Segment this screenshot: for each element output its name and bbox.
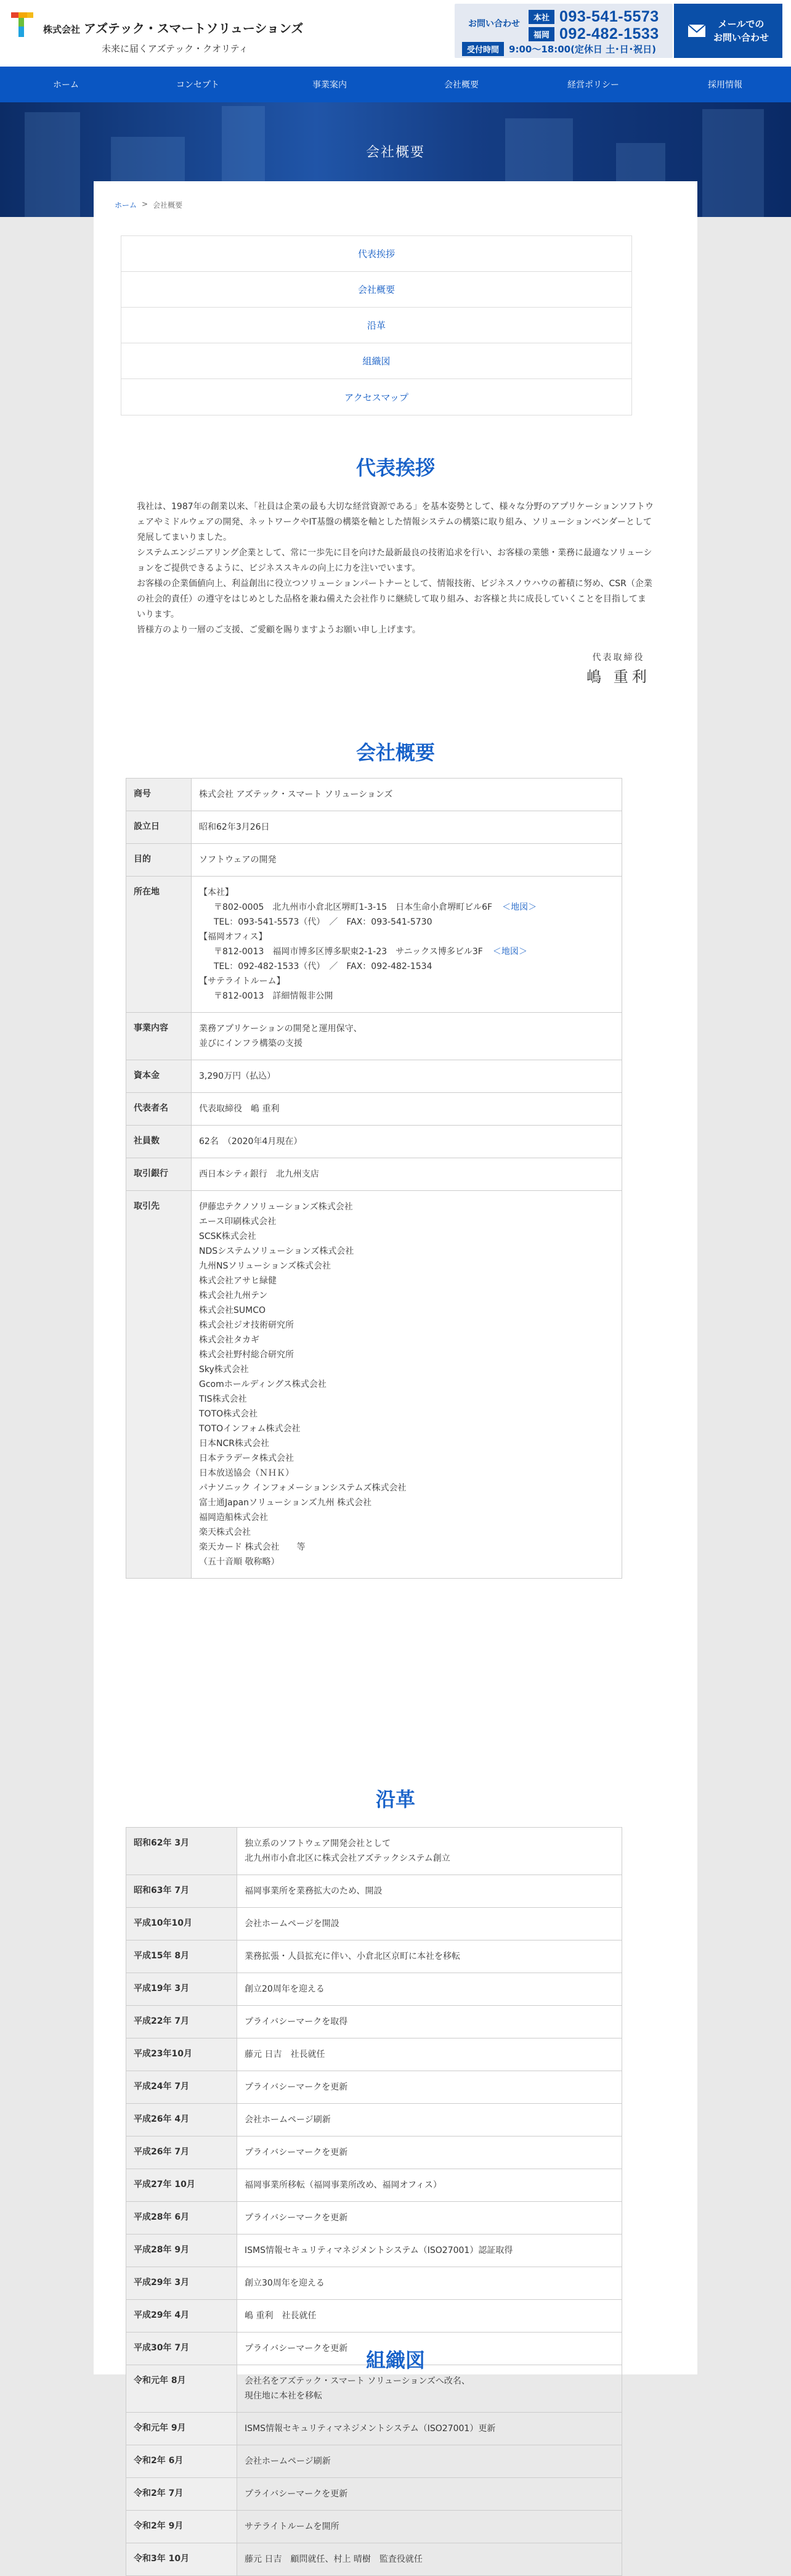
history-date: 平成26年 4月: [126, 2104, 237, 2136]
address-fukuoka: [199, 944, 614, 959]
row-label: 資本金: [126, 1060, 192, 1093]
history-event: 会社ホームページ刷新: [237, 2104, 622, 2136]
history-date: 令和2年 6月: [126, 2445, 237, 2478]
client-item: （五十音順 敬称略）: [199, 1557, 280, 1567]
table-row: [126, 2038, 622, 2071]
history-event: プライバシーマークを取得: [237, 2006, 622, 2038]
hours-value: 9:00～18:00(定休日 土･日･祝日): [509, 44, 657, 55]
table-row: [126, 1908, 622, 1940]
nav-business[interactable]: 事業案内: [312, 80, 347, 90]
history-event: プライバシーマークを更新: [237, 2136, 622, 2169]
table-row: [126, 2478, 622, 2511]
history-date: 平成23年10月: [126, 2038, 237, 2071]
breadcrumb-current: 会社概要: [153, 201, 183, 210]
client-item: 株式会社九州テン: [199, 1291, 268, 1301]
greeting-paragraph: 我社は、1987年の創業以来、「社員は企業の最も大切な経営資源である」を基本姿勢として、様々な分野のアプリケーションソフトウェアやミドルウェアの開発、ネットワークやIT基盤の構築を軸とした情報システムの構築に取り組み、ソリューションベンダーとして発展してまいりました。: [137, 502, 654, 542]
contact-label: お問い合わせ: [468, 19, 520, 29]
hero-building-1: [25, 112, 80, 217]
table-row: [126, 2413, 622, 2445]
row-label: 社員数: [126, 1126, 192, 1158]
history-date: 令和3年 10月: [126, 2543, 237, 2576]
hours-label: 受付時間: [462, 42, 504, 56]
mail-button-line1: メールでの: [718, 18, 765, 30]
history-event: 業務拡張・人員拡充に伴い、小倉北区京町に本社を移転: [237, 1940, 622, 1973]
toc-history[interactable]: 沿革: [121, 308, 631, 343]
history-event: 嶋 重利 社長就任: [237, 2300, 622, 2333]
address-fukuoka-label: 【福岡オフィス】: [199, 932, 267, 942]
tel-fukuoka-number: 092-482-1533: [559, 25, 659, 43]
table-row: [126, 2543, 622, 2576]
company-name-text: アズテック・スマートソリューションズ: [84, 21, 304, 36]
client-item: 株式会社SUMCO: [199, 1306, 266, 1315]
client-item: 伊藤忠テクノソリューションズ株式会社: [199, 1202, 353, 1212]
row-value: [192, 1013, 622, 1060]
row-label: 取引先: [126, 1191, 192, 1579]
history-event: [237, 1828, 622, 1875]
business-hours: [462, 42, 656, 56]
address-fukuoka-tel: TEL：092-482-1533（代） ／ FAX：092-482-1534: [214, 962, 432, 971]
history-event: 藤元 日吉 顧問就任、村上 晴樹 監査役就任: [237, 2543, 622, 2576]
table-row: [126, 2006, 622, 2038]
history-event-line: 会社名をアズテック・スマート ソリューションズへ改名、: [245, 2376, 470, 2386]
history-date: 平成28年 6月: [126, 2202, 237, 2235]
history-date: 令和元年 8月: [126, 2365, 237, 2413]
history-event: 創立20周年を迎える: [237, 1973, 622, 2006]
tel-main[interactable]: [529, 9, 659, 25]
table-row: [126, 2169, 622, 2202]
row-value: 昭和62年3月26日: [192, 811, 622, 844]
row-value-line: 業務アプリケーションの開発と運用保守、: [199, 1024, 362, 1034]
history-event: 福岡事業所を業務拡大のため、開設: [237, 1875, 622, 1908]
history-event-line: 現住地に本社を移転: [245, 2391, 322, 2401]
history-event: 藤元 日吉 社長就任: [237, 2038, 622, 2071]
tel-fukuoka-label: 福岡: [529, 27, 554, 41]
history-date: 平成30年 7月: [126, 2333, 237, 2365]
client-item: TOTOインフォム株式会社: [199, 1424, 301, 1434]
profile-table: [126, 778, 622, 1579]
history-table: [126, 1827, 622, 2576]
table-row: [126, 1158, 622, 1191]
table-row: [126, 2445, 622, 2478]
history-event: プライバシーマークを更新: [237, 2071, 622, 2104]
table-row: [126, 1973, 622, 2006]
history-date: 平成15年 8月: [126, 1940, 237, 1973]
table-row: [126, 1126, 622, 1158]
table-row: [126, 844, 622, 877]
row-label: 所在地: [126, 877, 192, 1013]
map-link-head[interactable]: ＜地図＞: [502, 902, 537, 912]
history-event: ISMS情報セキュリティマネジメントシステム（ISO27001）認証取得: [237, 2235, 622, 2267]
table-row: [126, 1191, 622, 1579]
history-event: プライバシーマークを更新: [237, 2478, 622, 2511]
history-title: 沿革: [375, 1788, 415, 1811]
history-event: 福岡事業所移転（福岡事業所改め、福岡オフィス）: [237, 2169, 622, 2202]
history-date: 平成24年 7月: [126, 2071, 237, 2104]
hero-building-6: [702, 109, 764, 217]
client-item: 株式会社野村総合研究所: [199, 1350, 294, 1360]
client-item: 株式会社タカギ: [199, 1335, 259, 1345]
client-item: 楽天カード 株式会社 等: [199, 1542, 306, 1552]
client-item: 日本テラデータ株式会社: [199, 1454, 294, 1463]
tagline: 未来に届くアズテック・クオリティ: [102, 43, 248, 54]
map-link-fukuoka[interactable]: ＜地図＞: [492, 947, 527, 957]
toc-access-map[interactable]: アクセスマップ: [344, 391, 408, 403]
table-row: [126, 2136, 622, 2169]
history-date: 平成19年 3月: [126, 1973, 237, 2006]
client-item: NDSシステムソリューションズ株式会社: [199, 1246, 354, 1256]
history-date: 平成28年 9月: [126, 2235, 237, 2267]
table-row: [126, 2202, 622, 2235]
table-row: [126, 2071, 622, 2104]
table-row: [126, 2267, 622, 2300]
site-header: [0, 0, 791, 67]
client-item: Gcomホールディングス株式会社: [199, 1380, 327, 1389]
company-logo-icon[interactable]: [10, 11, 34, 38]
row-label: 設立日: [126, 811, 192, 844]
client-item: TIS株式会社: [199, 1394, 247, 1404]
table-row: [126, 1875, 622, 1908]
company-name[interactable]: [43, 18, 303, 36]
table-row: [126, 779, 622, 811]
history-date: 令和元年 9月: [126, 2413, 237, 2445]
greeting-paragraph: 皆様方のより一層のご支援、ご愛顧を賜りますようお願い申し上げます。: [137, 625, 421, 635]
mail-icon: [688, 24, 706, 38]
history-event-line: 独立系のソフトウェア開発会社として: [245, 1839, 391, 1849]
history-event: 会社ホームページを開設: [237, 1908, 622, 1940]
address-satellite: 〒812-0013 詳細情報非公開: [214, 991, 333, 1001]
toc-org-chart[interactable]: 組織図: [121, 343, 631, 379]
client-item: 株式会社ジオ技術研究所: [199, 1320, 294, 1330]
row-value: 西日本シティ銀行 北九州支店: [192, 1158, 622, 1191]
history-event-line: 北九州市小倉北区に株式会社アズテックシステム創立: [245, 1854, 450, 1863]
hero-title: 会社概要: [365, 145, 425, 160]
history-event: 創立30周年を迎える: [237, 2267, 622, 2300]
nav-policy[interactable]: 経営ポリシー: [567, 80, 619, 90]
history-date: 平成10年10月: [126, 1908, 237, 1940]
global-nav: [0, 67, 791, 102]
org-chart-title: 組織図: [365, 2349, 425, 2372]
tel-main-label: 本社: [529, 10, 554, 24]
corp-prefix: 株式会社: [43, 24, 81, 35]
history-date: 平成27年 10月: [126, 2169, 237, 2202]
address-fukuoka-text: 〒812-0013 福岡市博多区博多駅東2-1-23 サニックス博多ビル3F: [214, 947, 483, 957]
client-item: TOTO株式会社: [199, 1409, 258, 1419]
row-value: 代表取締役 嶋 重利: [192, 1093, 622, 1126]
history-event: プライバシーマークを更新: [237, 2202, 622, 2235]
signature-name: 嶋 重利: [586, 668, 651, 685]
history-date: 平成29年 3月: [126, 2267, 237, 2300]
history-date: 平成22年 7月: [126, 2006, 237, 2038]
client-item: 株式会社アサヒ緑健: [199, 1276, 277, 1286]
table-row: [126, 2300, 622, 2333]
address-head-tel: TEL：093-541-5573（代） ／ FAX：093-541-5730: [214, 917, 432, 927]
clients-list: [192, 1191, 622, 1579]
row-value: 株式会社 アズテック・スマート ソリューションズ: [192, 779, 622, 811]
address-head: [199, 900, 614, 915]
table-row: [126, 811, 622, 844]
profile-title: 会社概要: [355, 741, 435, 764]
mail-button-text: [713, 17, 769, 44]
mail-button-line2: お問い合わせ: [713, 32, 769, 43]
history-date: 平成26年 7月: [126, 2136, 237, 2169]
contact-box: [455, 4, 673, 58]
client-item: エース印刷株式会社: [199, 1217, 277, 1227]
greeting-paragraph: お客様の企業価値向上、利益創出に役立つソリューションパートナーとして、情報技術、ビジネスノウハウの蓄積に努め、CSR（企業の社会的責任）の遵守をはじめとした品格を兼ね備えた会社作りに継続して取り組み、お客様と共に成長していくことを目指してまいります。: [137, 579, 652, 619]
history-event: ISMS情報セキュリティマネジメントシステム（ISO27001）更新: [237, 2413, 622, 2445]
row-label: 目的: [126, 844, 192, 877]
greeting-title: 代表挨拶: [355, 456, 435, 480]
history-event: 会社ホームページ刷新: [237, 2445, 622, 2478]
table-row: [126, 1940, 622, 1973]
client-item: SCSK株式会社: [199, 1232, 256, 1241]
address-head-label: 【本社】: [199, 888, 233, 898]
address-head-text: 〒802-0005 北九州市小倉北区堺町1-3-15 日本生命小倉堺町ビル6F: [214, 902, 493, 912]
row-value: ソフトウェアの開発: [192, 844, 622, 877]
row-value: 3,290万円（払込）: [192, 1060, 622, 1093]
row-value: 62名 （2020年4月現在）: [192, 1126, 622, 1158]
table-row: [126, 2235, 622, 2267]
client-item: 九州NSソリューションズ株式会社: [199, 1261, 331, 1271]
row-label: 事業内容: [126, 1013, 192, 1060]
nav-home[interactable]: ホーム: [53, 80, 79, 90]
client-item: 福岡造船株式会社: [199, 1513, 268, 1523]
client-item: Sky株式会社: [199, 1365, 249, 1375]
toc-greeting[interactable]: 代表挨拶: [121, 236, 631, 272]
tel-fukuoka[interactable]: [529, 26, 659, 42]
history-date: 令和2年 7月: [126, 2478, 237, 2511]
history-event: サテライトルームを開所: [237, 2511, 622, 2543]
table-row: [126, 1828, 622, 1875]
history-event: プライバシーマークを更新: [237, 2333, 622, 2365]
content-panel: [94, 181, 697, 2564]
nav-recruit[interactable]: 採用情報: [708, 80, 742, 90]
row-label: 代表者名: [126, 1093, 192, 1126]
history-date: 令和2年 9月: [126, 2511, 237, 2543]
breadcrumb: [115, 200, 182, 210]
row-value-line: 並びにインフラ構築の支援: [199, 1039, 302, 1049]
address-cell: [192, 877, 622, 1013]
signature-title: 代表取締役: [592, 653, 645, 663]
tel-main-number: 093-541-5573: [559, 7, 659, 25]
breadcrumb-separator: >: [142, 200, 148, 208]
nav-company[interactable]: 会社概要: [444, 80, 479, 90]
client-item: 富士通Japanソリューションズ九州 株式会社: [199, 1498, 372, 1508]
table-row: [126, 1060, 622, 1093]
greeting-paragraph: システムエンジニアリング企業として、常に一歩先に目を向けた最新最良の技術追求を行い、お客様の業態・業務に最適なソリューションをご提供できるように、ビジネススキルの向上に力を注いでいます。: [137, 548, 652, 573]
client-item: パナソニック インフォメーションシステムズ株式会社: [199, 1483, 407, 1493]
signature: [582, 651, 655, 686]
history-date: 平成29年 4月: [126, 2300, 237, 2333]
table-row: [126, 1013, 622, 1060]
greeting-text: [137, 499, 654, 638]
table-row: [126, 877, 622, 1013]
history-date: 昭和62年 3月: [126, 1828, 237, 1875]
address-satellite-label: 【サテライトルーム】: [199, 976, 285, 986]
row-label: 商号: [126, 779, 192, 811]
client-item: 日本NCR株式会社: [199, 1439, 269, 1449]
table-row: [126, 2511, 622, 2543]
toc-profile[interactable]: 会社概要: [121, 272, 631, 308]
table-row: [126, 2104, 622, 2136]
client-item: 日本放送協会（ＮＨＫ）: [199, 1468, 294, 1478]
table-row: [126, 1093, 622, 1126]
page-toc: [121, 235, 632, 415]
row-label: 取引銀行: [126, 1158, 192, 1191]
breadcrumb-home[interactable]: ホーム: [115, 201, 137, 210]
client-item: 楽天株式会社: [199, 1527, 251, 1537]
mail-contact-button[interactable]: [674, 4, 782, 58]
history-date: 昭和63年 7月: [126, 1875, 237, 1908]
nav-concept[interactable]: コンセプト: [176, 80, 219, 90]
